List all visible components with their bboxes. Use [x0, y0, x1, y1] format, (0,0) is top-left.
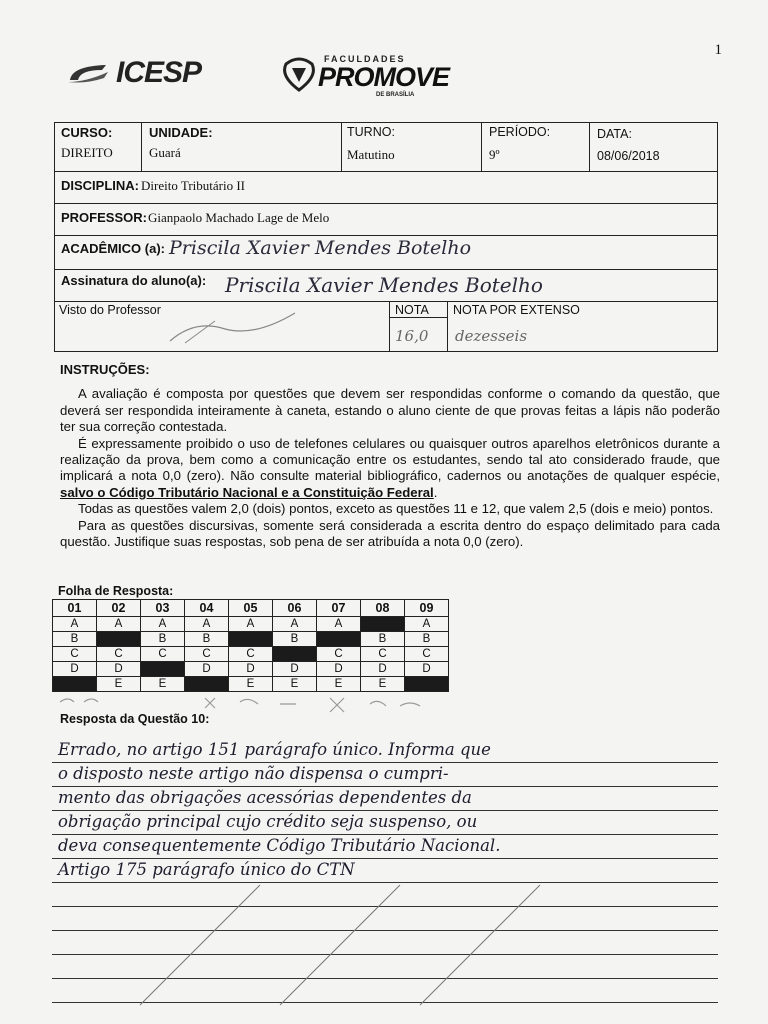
- answer-bubble[interactable]: C: [361, 647, 405, 662]
- nota-extenso-label: NOTA POR EXTENSO: [453, 303, 580, 317]
- question-number: 07: [317, 600, 361, 617]
- marked-bubble[interactable]: [141, 662, 185, 677]
- answer-bubble[interactable]: A: [97, 617, 141, 632]
- professor-initials-mark: [165, 309, 305, 345]
- answer-bubble[interactable]: B: [273, 632, 317, 647]
- answer-bubble[interactable]: D: [273, 662, 317, 677]
- answer-bubble[interactable]: A: [185, 617, 229, 632]
- curso-label: CURSO:: [61, 125, 113, 140]
- instruction-paragraph-2: [60, 436, 720, 502]
- icesp-logo: [66, 56, 236, 90]
- disciplina-value: Direito Tributário II: [141, 178, 245, 193]
- answer-bubble[interactable]: E: [273, 677, 317, 692]
- question-number: 09: [405, 600, 449, 617]
- question-number: 02: [97, 600, 141, 617]
- instructions-title: INSTRUÇÕES:: [60, 362, 150, 377]
- academico-label: ACADÊMICO (a):: [61, 241, 165, 256]
- periodo-label: PERÍODO:: [489, 125, 551, 139]
- answer-bubble[interactable]: A: [53, 617, 97, 632]
- periodo-value: 9º: [489, 147, 500, 162]
- academico-value: Priscila Xavier Mendes Botelho: [169, 237, 472, 259]
- answer-bubble[interactable]: D: [53, 662, 97, 677]
- nota-label: NOTA: [395, 303, 429, 317]
- promove-top-text: FACULDADES: [324, 54, 406, 64]
- professor-value: Gianpaolo Machado Lage de Melo: [148, 210, 330, 225]
- answer-line-4: obrigação principal cujo crédito seja suspenso, ou: [58, 812, 478, 831]
- strike-through-marks: [80, 880, 680, 1010]
- page-number: 1: [714, 42, 722, 58]
- answer-bubble[interactable]: B: [141, 632, 185, 647]
- answer-sheet-title: Folha de Resposta:: [58, 584, 174, 598]
- answer-bubble[interactable]: B: [405, 632, 449, 647]
- answer-line-3: mento das obrigações acessórias dependentes da: [58, 788, 472, 807]
- unidade-label: UNIDADE:: [149, 125, 213, 140]
- instructions-block: [60, 362, 720, 550]
- instruction-paragraph-2-end: .: [433, 484, 438, 500]
- nota-value: 16,0: [395, 327, 429, 345]
- answer-grid-row: [53, 617, 449, 632]
- promove-emblem-icon: [280, 56, 318, 94]
- marked-bubble[interactable]: [361, 617, 405, 632]
- answer-sheet-grid: [52, 599, 449, 692]
- answer-bubble[interactable]: D: [317, 662, 361, 677]
- question-number: 04: [185, 600, 229, 617]
- answer-bubble[interactable]: A: [229, 617, 273, 632]
- student-signature: Priscila Xavier Mendes Botelho: [225, 273, 543, 297]
- answer-bubble[interactable]: D: [405, 662, 449, 677]
- answer-bubble[interactable]: D: [361, 662, 405, 677]
- icesp-wordmark: ICESP: [116, 56, 202, 89]
- answer-bubble[interactable]: B: [185, 632, 229, 647]
- marked-bubble[interactable]: [97, 632, 141, 647]
- answer-bubble[interactable]: C: [141, 647, 185, 662]
- answer-bubble[interactable]: C: [185, 647, 229, 662]
- nota-extenso-value: dezesseis: [455, 327, 528, 345]
- unidade-value: Guará: [149, 145, 181, 160]
- answer-bubble[interactable]: E: [317, 677, 361, 692]
- answer-grid-row: [53, 677, 449, 692]
- answer-bubble[interactable]: D: [97, 662, 141, 677]
- answer-line-5: deva consequentemente Código Tributário Nacional.: [58, 836, 501, 855]
- curso-value: DIREITO: [61, 145, 113, 160]
- turno-value: Matutino: [347, 147, 395, 162]
- answer-bubble[interactable]: C: [317, 647, 361, 662]
- answer-grid-header-row: [53, 600, 449, 617]
- answer-bubble[interactable]: E: [97, 677, 141, 692]
- marked-bubble[interactable]: [185, 677, 229, 692]
- exam-header-table: [54, 122, 718, 352]
- answer-bubble[interactable]: D: [229, 662, 273, 677]
- professor-label: PROFESSOR:: [61, 210, 147, 225]
- promove-bottom-text: DE BRASÍLIA: [376, 92, 415, 98]
- answer-grid-row: [53, 632, 449, 647]
- answer-bubble[interactable]: A: [273, 617, 317, 632]
- visto-label: Visto do Professor: [59, 303, 161, 317]
- answer-bubble[interactable]: E: [141, 677, 185, 692]
- answer-bubble[interactable]: C: [229, 647, 273, 662]
- answer-bubble[interactable]: C: [97, 647, 141, 662]
- disciplina-label: DISCIPLINA:: [61, 178, 139, 193]
- instruction-paragraph-2-text: É expressamente proibido o uso de telefones celulares ou quaisquer outros aparelhos eletrônicos durante a realização da prova, bem como a comunicação entre os estudantes, sendo tal ato considerado fraude, que implicará a nota 0,0 (zero). Não consulte material bibliográfico, cadernos ou anotações de qualquer espécie,: [60, 435, 720, 484]
- assinatura-label: Assinatura do aluno(a):: [61, 273, 207, 288]
- marked-bubble[interactable]: [53, 677, 97, 692]
- answer-line-2: o disposto neste artigo não dispensa o cumpri-: [58, 764, 449, 783]
- answer-line-6: Artigo 175 parágrafo único do CTN: [58, 860, 355, 879]
- promove-wordmark: PROMOVE: [318, 62, 450, 92]
- question-number: 03: [141, 600, 185, 617]
- answer-bubble[interactable]: A: [141, 617, 185, 632]
- answer-bubble[interactable]: E: [229, 677, 273, 692]
- promove-logo: [280, 52, 450, 100]
- allowed-materials-text: salvo o Código Tributário Nacional e a Constituição Federal: [60, 484, 434, 500]
- answer-bubble[interactable]: B: [361, 632, 405, 647]
- marked-bubble[interactable]: [229, 632, 273, 647]
- answer-line-1: Errado, no artigo 151 parágrafo único. Informa que: [58, 740, 491, 759]
- question-number: 08: [361, 600, 405, 617]
- answer-bubble[interactable]: C: [53, 647, 97, 662]
- data-label: DATA:: [597, 127, 632, 141]
- answer-grid-row: [53, 647, 449, 662]
- answer-bubble[interactable]: E: [361, 677, 405, 692]
- question-number: 01: [53, 600, 97, 617]
- answer-bubble[interactable]: D: [185, 662, 229, 677]
- instruction-paragraph-3: Todas as questões valem 2,0 (dois) pontos, exceto as questões 11 e 12, que valem 2,5 (dois e meio) pontos.: [78, 501, 714, 517]
- instruction-paragraph-1: A avaliação é composta por questões que devem ser respondidas conforme o comando da questão, que deverá ser respondida inteiramente à caneta, estando o aluno ciente de que provas feitas a lápis não poderão ter sua correção contestada.: [60, 386, 720, 435]
- question-number: 05: [229, 600, 273, 617]
- turno-label: TURNO:: [347, 125, 395, 139]
- data-value: 08/06/2018: [597, 149, 660, 163]
- marked-bubble[interactable]: [405, 677, 449, 692]
- question-10-title: Resposta da Questão 10:: [60, 712, 210, 726]
- answer-bubble[interactable]: A: [317, 617, 361, 632]
- marked-bubble[interactable]: [273, 647, 317, 662]
- icesp-swoosh-icon: [66, 62, 110, 84]
- marked-bubble[interactable]: [317, 632, 361, 647]
- answer-bubble[interactable]: C: [405, 647, 449, 662]
- instruction-paragraph-4: Para as questões discursivas, somente será considerada a escrita dentro do espaço delimitado para cada questão. Justifique suas respostas, sob pena de ser atribuída a nota 0,0 (zero).: [60, 517, 720, 550]
- question-number: 06: [273, 600, 317, 617]
- answer-bubble[interactable]: A: [405, 617, 449, 632]
- answer-grid-row: [53, 662, 449, 677]
- answer-bubble[interactable]: B: [53, 632, 97, 647]
